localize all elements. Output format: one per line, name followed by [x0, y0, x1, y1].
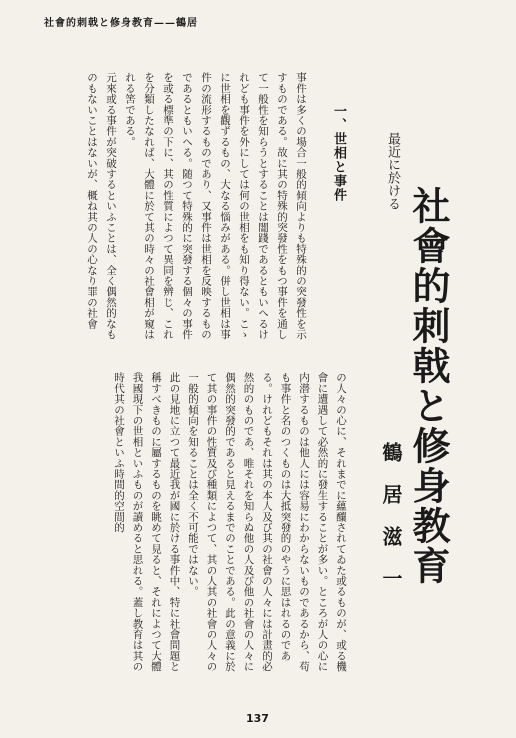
title-prefix: 最近に於ける: [385, 132, 400, 210]
article-title: 社會的刺戟と修身教育: [406, 186, 451, 586]
paragraph: 事件は多くの場合一般的傾向よりも特殊的の突發性を示すものである。故に其の特殊的突發性をもつ事件を通して一般性を知らうとすることは闇踐であるともいへるけれども事件を外にしては何の世相をも知り得ない。こゝに世相を觀ずるもの、大なる惱みがある。併し世相は事件の流形するものであり、又事件は世相を反映するものであるともいへる。随つて特殊的に突發する個々の事件を或る標準の下に、其の性質によつて異同を辨じ、これを分類したなれば、大體に於て其の時々の社會相が窺はれる筈である。: [124, 72, 307, 340]
paragraph: の人々の心に、それまでに蘊釀されてゐた或るものが、或る機會に遭遇して必然的に發生することが多い。ところが人の心に内潜するものは他人には容易にわからないものであるから、苟も事件と名のつくものは大抵突發的のやうに思はれるのである。けれどもそれは其の本人及び其の社會の人々には計畫的必然的のものであ、唯それを知らぬ他の人及び他の社會の人々に偶然的突發的であると見えるまでのことである。此の意義に於て其の事件の性質及び種類によつて、其の人其の社會の人々の一般的傾向を知ることは全く不可能ではない。: [187, 372, 347, 672]
paragraph: 此の見地に立つて最近我が國に於ける事件中、特に社會問題と稱すべきものに屬するものを眺めて見ると、それによつて大體我國現下の世相といふものが讀めると思れる。蓋し教育は其の時代其の社會といふ時間的空間的: [113, 372, 181, 672]
body-text-bottom: [52, 372, 350, 672]
body-text-top: [52, 72, 310, 342]
running-header: 社會的刺戟と修身教育——鶴居: [44, 18, 198, 29]
section-heading: 一、世相と事件: [331, 104, 346, 202]
author-name: 鶴居滋一: [379, 442, 403, 610]
page-number: 137: [246, 712, 269, 725]
paragraph: 元來或る事件が突破するといふことは、全く偶然的なものもないことはないが、概ね其の人の心なり罪の社會: [86, 72, 117, 340]
